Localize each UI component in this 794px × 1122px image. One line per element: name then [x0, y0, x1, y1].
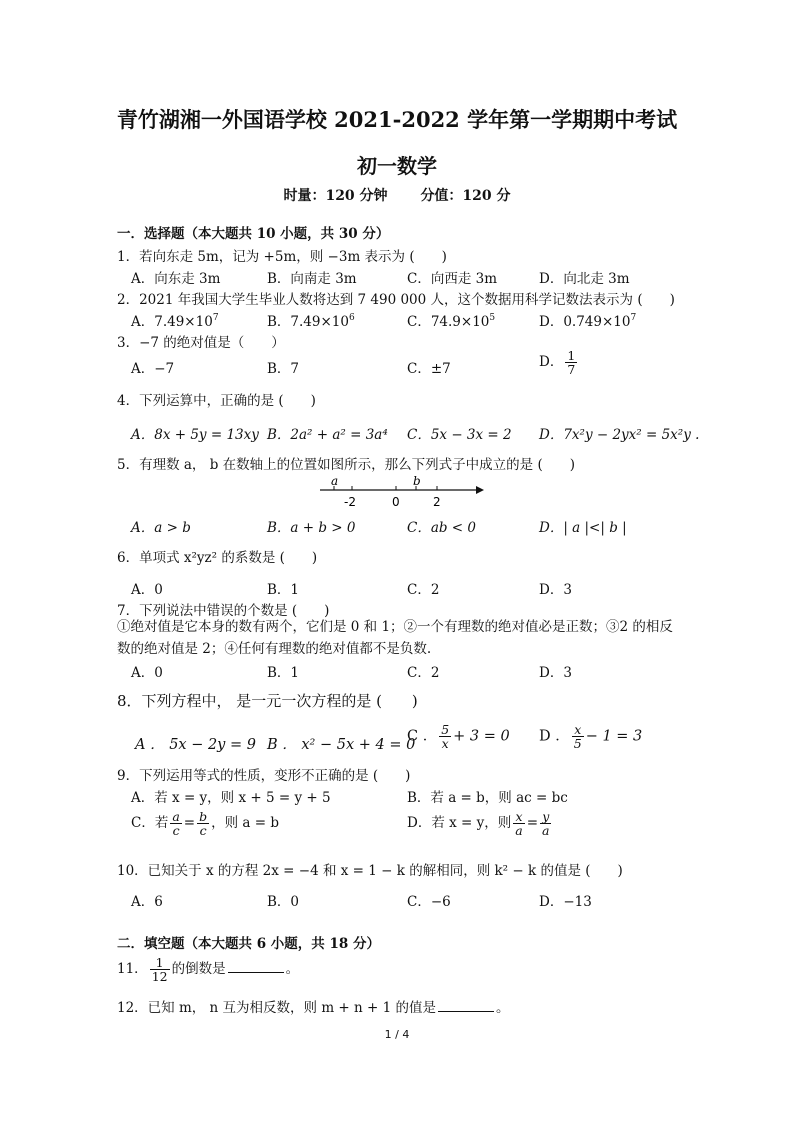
- option-a: A．6: [131, 894, 163, 910]
- option-b: B．2a² + a² = 3a⁴: [267, 427, 388, 443]
- question-7-statement: ①绝对值是它本身的数有两个，它们是 0 和 1；②一个有理数的绝对值必是正数；③2 的相反数的绝对值是 2；④任何有理数的绝对值都不是负数.: [117, 619, 673, 657]
- question-5: 5．有理数 a， b 在数轴上的位置如图所示，那么下列式子中成立的是 ( ): [117, 457, 575, 473]
- question-10: 10．已知关于 x 的方程 2x = −4 和 x = 1 − k 的解相同，则 k² − k 的值是 ( ): [117, 863, 623, 879]
- label-2: 2: [433, 495, 441, 509]
- option-d: D． $\frac{1}{7}$: [539, 348, 576, 377]
- number-line-arrow-icon: [476, 486, 484, 494]
- label-b: b: [413, 476, 421, 488]
- option-b: B．若 a = b，则 ac = bc: [407, 790, 568, 806]
- question-7: 7．下列说法中错误的个数是 ( ): [117, 603, 330, 619]
- question-4: 4．下列运算中，正确的是 ( ): [117, 393, 316, 409]
- option-d: D．$0.749\times 10^7$: [539, 313, 637, 330]
- option-d: D．−13: [539, 894, 592, 910]
- exam-title: 青竹湖湘一外国语学校 2021-2022 学年第一学期期中考试: [116, 107, 678, 132]
- label-a: a: [331, 476, 339, 488]
- option-b: B．0: [267, 894, 300, 910]
- option-c: C．±7: [407, 361, 451, 377]
- question-2: 2．2021 年我国大学生毕业人数将达到 7 490 000 人，这个数据用科学记数法表示为 ( ): [117, 292, 675, 308]
- option-a: A．0: [131, 665, 163, 681]
- label-neg2: -2: [344, 495, 356, 509]
- option-a: A．若 x = y，则 x + 5 = y + 5: [131, 790, 331, 806]
- option-b: B．1: [267, 582, 300, 598]
- option-d: D．3: [539, 665, 572, 681]
- option-c: C．$74.9\times 10^5$: [407, 313, 496, 330]
- option-a: A．0: [131, 582, 163, 598]
- option-c: C．2: [407, 665, 440, 681]
- label-0: 0: [392, 495, 400, 509]
- answer-blank[interactable]: [438, 999, 494, 1012]
- option-a: A．a > b: [131, 520, 191, 536]
- option-c: C．ab < 0: [407, 520, 477, 536]
- exam-meta: [0, 185, 794, 205]
- option-d: D ． $\frac{x}{5}$ − 1 = 3: [539, 722, 643, 751]
- option-b: B．$7.49\times 10^6$: [267, 313, 355, 330]
- option-d: D．| a |<| b |: [539, 520, 627, 536]
- option-c: C ． $\frac{5}{x}$ + 3 = 0: [407, 722, 510, 751]
- option-b: B．7: [267, 361, 300, 377]
- option-a: A．−7: [131, 361, 175, 377]
- question-12: 12．已知 m， n 互为相反数，则 m + n + 1 的值是 。: [117, 1000, 510, 1016]
- exam-score: 分值：120 分: [420, 188, 511, 204]
- number-line-figure: [316, 476, 486, 516]
- option-c: C．若 $\frac{a}{c}$ = $\frac{b}{c}$ ，则 a = b: [131, 809, 280, 838]
- option-b: B ． x² − 5x + 4 = 0: [267, 737, 416, 753]
- option-a: A．8x + 5y = 13xy: [131, 427, 259, 443]
- section-2-heading: 二．填空题（本大题共 6 小题，共 18 分）: [117, 936, 380, 952]
- option-c: C．向西走 3m: [407, 271, 498, 287]
- question-6: 6．单项式 x²yz² 的系数是 ( ): [117, 550, 318, 566]
- option-d: D．若 x = y，则 $\frac{x}{a}$ = $\frac{y}{a}$: [407, 809, 550, 838]
- option-b: B．1: [267, 665, 300, 681]
- option-b: B．向南走 3m: [267, 271, 357, 287]
- option-d: D．7x²y − 2yx² = 5x²y .: [539, 427, 700, 443]
- option-d: D．3: [539, 582, 572, 598]
- option-d: D．向北走 3m: [539, 271, 630, 287]
- option-b: B．a + b > 0: [267, 520, 356, 536]
- question-3: 3．−7 的绝对值是（ ）: [117, 335, 285, 351]
- option-c: C．2: [407, 582, 440, 598]
- option-a: A．$7.49\times 10^7$: [131, 313, 219, 330]
- question-11: 11． $\frac{1}{12}$ 的倒数是 。: [117, 955, 300, 984]
- page-number: 1 / 4: [384, 1028, 410, 1041]
- question-8: 8．下列方程中， 是一元一次方程的是 ( ): [117, 692, 418, 710]
- option-c: C．−6: [407, 894, 451, 910]
- option-a: A．向东走 3m: [131, 271, 221, 287]
- option-a: A ． 5x − 2y = 9: [135, 737, 256, 753]
- exam-subject: 初一数学: [357, 154, 437, 178]
- question-1: 1．若向东走 5m，记为 +5m，则 −3m 表示为 ( ): [117, 249, 447, 265]
- section-1-heading: 一．选择题（本大题共 10 小题，共 30 分）: [117, 226, 390, 242]
- answer-blank[interactable]: [228, 960, 284, 973]
- option-c: C．5x − 3x = 2: [407, 427, 512, 443]
- question-9: 9．下列运用等式的性质，变形不正确的是 ( ): [117, 768, 411, 784]
- exam-time: 时量：120 分钟: [283, 188, 388, 204]
